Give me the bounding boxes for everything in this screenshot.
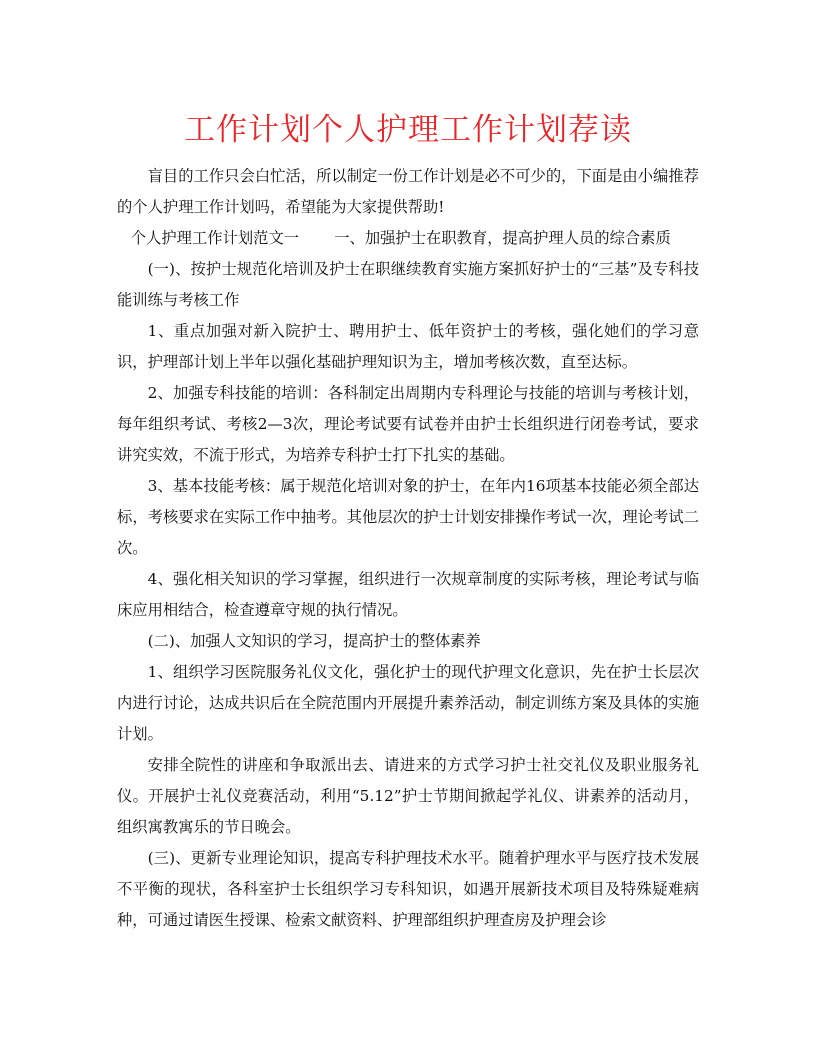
paragraph-subsection-1: (一)、按护士规范化培训及护士在职继续教育实施方案抓好护士的“三基”及专科技能训练与考核工作 <box>117 260 699 309</box>
section-one-heading: 一、加强护士在职教育，提高护理人员的综合素质 <box>334 229 671 247</box>
document-body <box>117 161 699 936</box>
paragraph-item-2: 2、加强专科技能的培训：各科制定出周期内专科理论与技能的培训与考核计划，每年组织考试、考核2—3次，理论考试要有试卷并由护士长组织进行闭卷考试，要求讲究实效，不流于形式，为培养专科护士打下扎实的基础。 <box>117 384 699 464</box>
paragraph-subsection-2: (二)、加强人文知识的学习，提高护士的整体素养 <box>147 632 481 650</box>
sample-heading: 个人护理工作计划范文一 <box>130 229 300 247</box>
paragraph-intro: 盲目的工作只会白忙活，所以制定一份工作计划是必不可少的，下面是由小编推荐的个人护理工作计划吗，希望能为大家提供帮助! <box>117 167 699 216</box>
paragraph-item-6: 安排全院性的讲座和争取派出去、请进来的方式学习护士社交礼仪及职业服务礼仪。开展护士礼仪竞赛活动，利用“5.12”护士节期间掀起学礼仪、讲素养的活动月，组织寓教寓乐的节日晚会。 <box>117 756 699 836</box>
paragraph-item-5: 1、组织学习医院服务礼仪文化，强化护士的现代护理文化意识，先在护士长层次内进行讨论，达成共识后在全院范围内开展提升素养活动，制定训练方案及具体的实施计划。 <box>117 663 699 743</box>
paragraph-item-4: 4、强化相关知识的学习掌握，组织进行一次规章制度的实际考核，理论考试与临床应用相结合，检查遵章守规的执行情况。 <box>117 570 699 619</box>
paragraph-sample-heading <box>117 223 699 254</box>
paragraph-subsection-3: (三)、更新专业理论知识，提高专科护理技术水平。随着护理水平与医疗技术发展不平衡的现状，各科室护士长组织学习专科知识，如遇开展新技术项目及特殊疑难病种，可通过请医生授课、检索文献资料、护理部组织护理查房及护理会诊 <box>117 849 699 929</box>
document-title: 工作计划个人护理工作计划荐读 <box>184 112 632 148</box>
paragraph-item-1: 1、重点加强对新入院护士、聘用护士、低年资护士的考核，强化她们的学习意识，护理部计划上半年以强化基础护理知识为主，增加考核次数，直至达标。 <box>117 322 699 371</box>
paragraph-item-3: 3、基本技能考核：属于规范化培训对象的护士，在年内16项基本技能必须全部达标，考核要求在实际工作中抽考。其他层次的护士计划安排操作考试一次，理论考试二次。 <box>117 477 699 557</box>
